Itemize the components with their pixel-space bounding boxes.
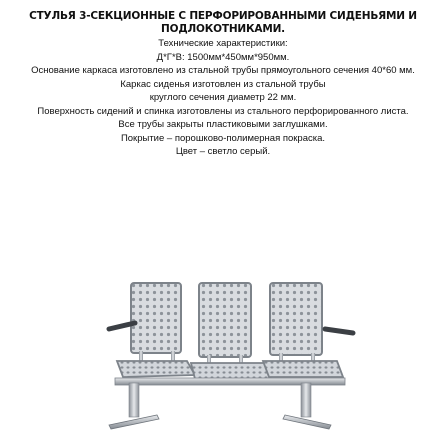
product-description: [0, 10, 446, 160]
leg-right: [283, 383, 331, 429]
chair-illustration: [95, 275, 365, 435]
backrest-middle: [199, 283, 251, 357]
spec-caps: Все трубы закрыты пластиковыми заглушками.: [118, 119, 328, 130]
seat-middle: [191, 363, 271, 379]
leg-left: [109, 383, 159, 429]
spec-base-frame: Основание каркаса изготовлено из стальной трубы прямоугольного сечения 40*60 мм.: [31, 65, 415, 76]
spec-color: Цвет – светло серый.: [175, 146, 271, 157]
spec-seat-frame-line2: круглого сечения диаметр 22 мм.: [149, 92, 297, 103]
backrest-left: [131, 283, 181, 353]
backrest-right: [270, 283, 322, 355]
product-photo: [95, 275, 365, 435]
product-title: СТУЛЬЯ 3-СЕКЦИОННЫЕ С ПЕРФОРИРОВАННЫМИ СИДЕНЬЯМИ И ПОДЛОКОТНИКАМИ.: [29, 10, 417, 35]
seat-left: [117, 361, 195, 377]
spec-surfaces: Поверхность сидений и спинка изготовлены из стального перфорированного листа.: [37, 105, 409, 117]
specs-heading: Технические характеристики:: [158, 38, 288, 49]
spec-seat-frame-line1: Каркас сиденья изготовлен из стальной трубы: [120, 78, 326, 90]
seat-right: [263, 361, 343, 377]
specs-list: [0, 38, 446, 158]
spec-dimensions: Д*Г*В: 1500мм*450мм*950мм.: [156, 51, 290, 63]
spec-coating: Покрытие – порошково-полимерная покраска.: [120, 132, 326, 144]
